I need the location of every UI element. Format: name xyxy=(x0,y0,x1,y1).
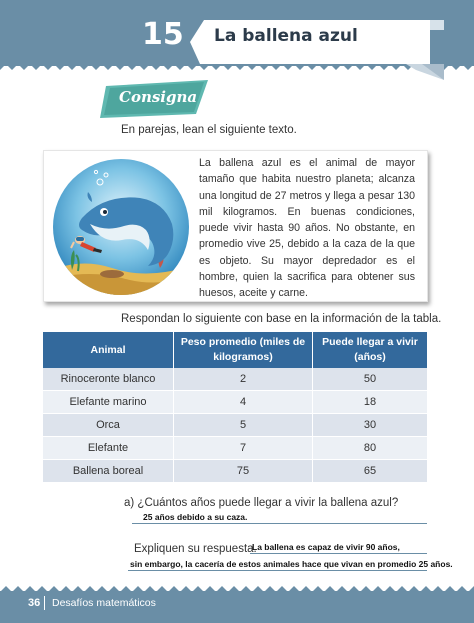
instruction-text: En parejas, lean el siguiente texto. xyxy=(121,124,297,136)
whale-passage: La ballena azul es el animal de mayor tamaño que habita nuestro planeta; alcanza una longitud de 27 metros y llega a pesar 130 mil kilogramos. En buenas condiciones, puede vivir hasta 90 años. No obstante, en promedio vive 25, debido a la caza de la que es objeto. Su mayor depredador es el hombre, quien la sacrifica para obtener sus huesos, aceite y carne. xyxy=(199,157,415,300)
answer-line-explain-2 xyxy=(128,570,427,571)
cell-animal: Elefante xyxy=(43,437,174,460)
cell-vida: 50 xyxy=(313,368,428,391)
animal-data-table xyxy=(43,332,427,483)
cell-vida: 18 xyxy=(313,391,428,414)
table-row xyxy=(43,437,427,460)
cell-vida: 65 xyxy=(313,460,428,483)
footer-separator xyxy=(44,596,45,610)
table-row xyxy=(43,391,427,414)
cell-peso: 5 xyxy=(174,414,313,437)
cell-vida: 30 xyxy=(313,414,428,437)
book-title: Desafíos matemáticos xyxy=(52,597,156,609)
table-row xyxy=(43,414,427,437)
cell-peso: 75 xyxy=(174,460,313,483)
answer-line-a xyxy=(132,523,427,524)
consigna-label: Consigna xyxy=(119,88,198,106)
table-intro-text: Respondan lo siguiente con base en la información de la tabla. xyxy=(121,313,442,325)
cell-animal: Elefante marino xyxy=(43,391,174,414)
cell-animal: Ballena boreal xyxy=(43,460,174,483)
cell-peso: 7 xyxy=(174,437,313,460)
whale-diver-illustration-icon xyxy=(52,158,190,296)
page-number: 36 xyxy=(28,597,41,609)
cell-peso: 4 xyxy=(174,391,313,414)
explain-label: Expliquen su respuesta. xyxy=(134,543,257,555)
explain-answer-line1[interactable]: La ballena es capaz de vivir 90 años, xyxy=(252,542,400,552)
table-header-row xyxy=(43,332,427,368)
header-vida: Puede llegar a vivir (años) xyxy=(313,332,428,368)
lesson-number: 15 xyxy=(142,17,184,52)
explain-answer-line2[interactable]: sin embargo, la cacería de estos animales hace que vivan en promedio 25 años. xyxy=(130,559,453,569)
cell-peso: 2 xyxy=(174,368,313,391)
cell-animal: Orca xyxy=(43,414,174,437)
table-row xyxy=(43,460,427,483)
question-a-answer[interactable]: 25 años debido a su caza. xyxy=(143,512,248,522)
cell-vida: 80 xyxy=(313,437,428,460)
table-row xyxy=(43,368,427,391)
lesson-title: La ballena azul xyxy=(214,26,358,46)
cell-animal: Rinoceronte blanco xyxy=(43,368,174,391)
header-peso: Peso promedio (miles de kilogramos) xyxy=(174,332,313,368)
header-animal: Animal xyxy=(43,332,174,368)
question-a-label: a) ¿Cuántos años puede llegar a vivir la ballena azul? xyxy=(124,497,399,509)
answer-line-explain-1 xyxy=(250,553,427,554)
